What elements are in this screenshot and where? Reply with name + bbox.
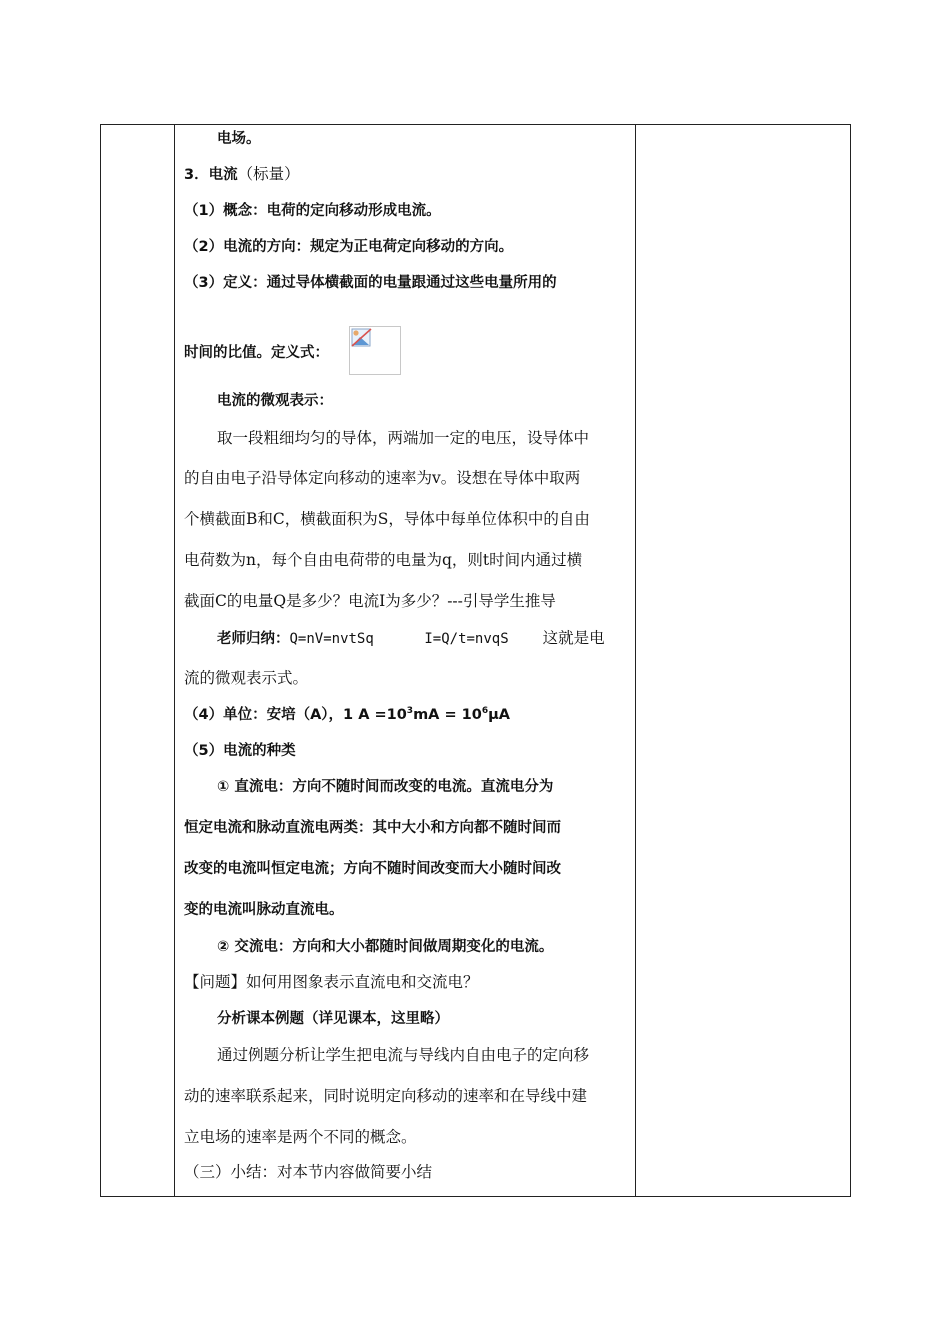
text-line: ① 直流电：方向不随时间而改变的电流。直流电分为 xyxy=(217,779,554,795)
text-line: （5）电流的种类 xyxy=(184,743,296,759)
section-heading: 3．电流（标量） xyxy=(184,165,300,183)
column-divider xyxy=(174,125,175,1196)
column-divider xyxy=(635,125,636,1196)
broken-image-icon xyxy=(349,326,401,375)
text-line: （4）单位：安培（A），1 $A =10^3mA = 10^6\mu A$ xyxy=(184,706,510,723)
text-line: 老师归纳：Q=nV=nvtSq I=Q/t=nvqS 这就是电 xyxy=(217,629,605,647)
text-line: 截面C的电量Q是多少？电流I为多少？---引导学生推导 xyxy=(184,592,556,610)
text-line: （2）电流的方向：规定为正电荷定向移动的方向。 xyxy=(184,239,514,255)
text-line: 变的电流叫脉动直流电。 xyxy=(184,902,344,918)
text-line: 电场。 xyxy=(217,131,261,147)
text-line: （3）定义：通过导体横截面的电量跟通过这些电量所用的 xyxy=(184,275,557,291)
text-line: （三）小结：对本节内容做简要小结 xyxy=(184,1163,433,1181)
text-line: ② 交流电：方向和大小都随时间做周期变化的电流。 xyxy=(217,939,554,955)
text-line: 取一段粗细均匀的导体，两端加一定的电压，设导体中 xyxy=(217,429,590,447)
text-line: 分析课本例题（详见课本，这里略） xyxy=(217,1011,449,1027)
text-line: 个横截面B和C，横截面积为S，导体中每单位体积中的自由 xyxy=(184,510,590,528)
text-line: 电流的微观表示： xyxy=(217,393,333,409)
text-line: 改变的电流叫恒定电流；方向不随时间改变而大小随时间改 xyxy=(184,861,561,877)
text-line: 动的速率联系起来，同时说明定向移动的速率和在导线中建 xyxy=(184,1087,588,1105)
text-line: 的自由电子沿导体定向移动的速率为v。设想在导体中取两 xyxy=(184,469,581,487)
text-line: 电荷数为n，每个自由电荷带的电量为q，则t时间内通过横 xyxy=(184,551,583,569)
text-line: 【问题】如何用图象表示直流电和交流电？ xyxy=(184,973,479,991)
text-line: 立电场的速率是两个不同的概念。 xyxy=(184,1128,417,1146)
text-line: 流的微观表示式。 xyxy=(184,669,309,687)
lesson-table xyxy=(100,124,851,1197)
text-line: （1）概念：电荷的定向移动形成电流。 xyxy=(184,203,441,219)
text-line: 恒定电流和脉动直流电两类：其中大小和方向都不随时间而 xyxy=(184,820,561,836)
text-line: 时间的比值。定义式： xyxy=(184,345,329,361)
text-line: 通过例题分析让学生把电流与导线内自由电子的定向移 xyxy=(217,1046,590,1064)
